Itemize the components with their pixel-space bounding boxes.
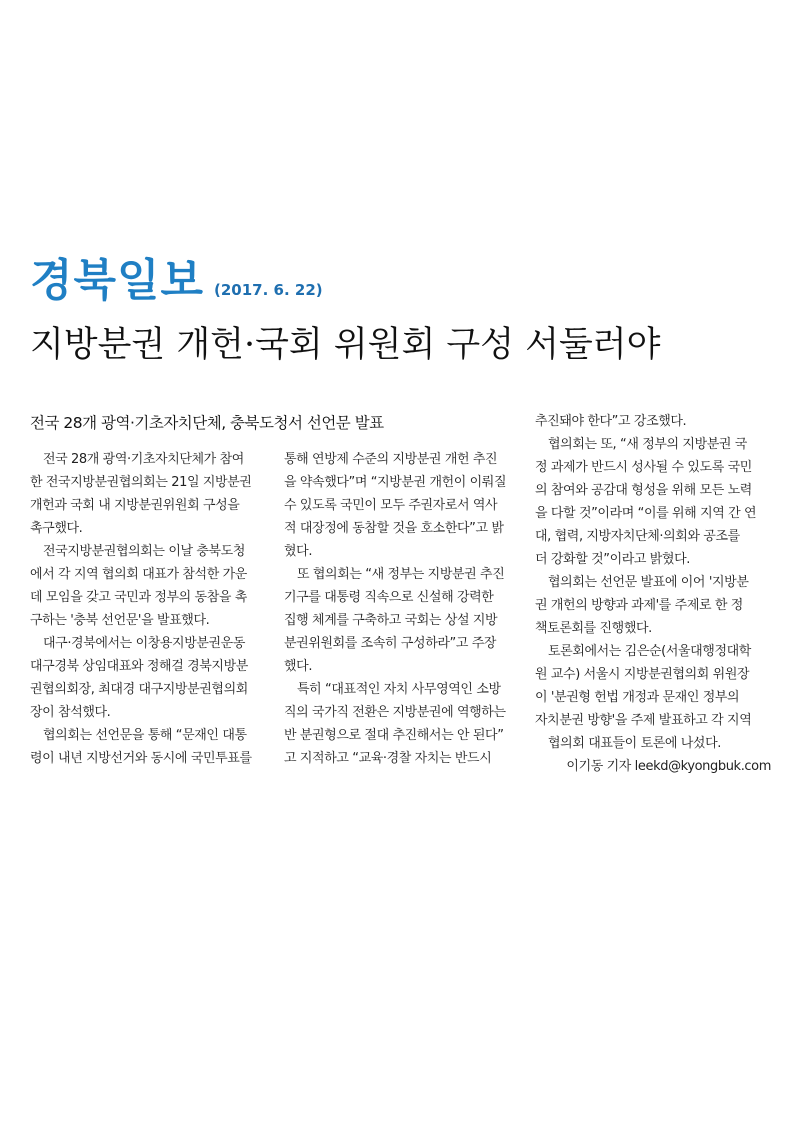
text-line: 특히 “대표적인 자치 사무영역인 소방 <box>297 682 501 697</box>
text-line: 대, 협력, 지방자치단체·의회와 공조를 <box>535 529 740 544</box>
text-line: 령이 내년 지방선거와 동시에 국민투표를 <box>30 751 252 766</box>
text-line: 데 모임을 갖고 국민과 정부의 동참을 촉 <box>30 590 247 605</box>
text-line: 협의회는 또, “새 정부의 지방분권 국 <box>548 437 747 452</box>
text-line: 기구를 대통령 직속으로 신설해 강력한 <box>284 590 494 605</box>
text-line: 통해 연방제 수준의 지방분권 개헌 추진 <box>284 452 498 467</box>
text-line: 의 참여와 공감대 형성을 위해 모든 노력 <box>535 483 752 498</box>
text-line: 권협의회장, 최대경 대구지방분권협의회 <box>30 682 248 697</box>
text-line: 권 개헌의 방향과 과제'를 주제로 한 정 <box>535 598 743 613</box>
column-2-body <box>284 448 517 770</box>
text-line: 책토론회를 진행했다. <box>535 621 652 636</box>
subheadline: 전국 28개 광역·기초자치단체, 충북도청서 선언문 발표 <box>30 414 384 432</box>
text-line: 직의 국가직 전환은 지방분권에 역행하는 <box>284 705 506 720</box>
column-3-body <box>535 410 771 755</box>
text-line: 적 대장정에 동참할 것을 호소한다”고 밝 <box>284 521 504 536</box>
text-line: 고 지적하고 “교육·경찰 자치는 반드시 <box>284 751 492 766</box>
text-line: 자치분권 방향'을 주제 발표하고 각 지역 <box>535 713 752 728</box>
column-1-body <box>30 448 265 770</box>
text-line: 전국 28개 광역·기초자치단체가 참여 <box>43 452 244 467</box>
text-line: 한 전국지방분권협의회는 21일 지방분권 <box>30 475 252 490</box>
text-line: 협의회는 선언문을 통해 “문재인 대통 <box>43 728 247 743</box>
headline: 지방분권 개헌·국회 위원회 구성 서둘러야 <box>30 325 661 365</box>
text-line: 을 약속했다”며 “지방분권 개헌이 이뤄질 <box>284 475 507 490</box>
text-line: 장이 참석했다. <box>30 705 111 720</box>
text-line: 분권위원회를 조속히 구성하라”고 주장 <box>284 636 497 651</box>
text-line: 협의회는 선언문 발표에 이어 '지방분 <box>548 575 749 590</box>
text-line: 정 과제가 반드시 성사될 수 있도록 국민 <box>535 460 752 475</box>
text-line: 더 강화할 것”이라고 밝혔다. <box>535 552 691 567</box>
byline: 이기동 기자 leekd@kyongbuk.com <box>566 759 771 774</box>
masthead <box>30 256 323 306</box>
text-line: 원 교수) 서울시 지방분권협의회 위원장 <box>535 667 750 682</box>
text-line: 에서 각 지역 협의회 대표가 참석한 가운 <box>30 567 247 582</box>
text-line: 대구경북 상임대표와 정해걸 경북지방분 <box>30 659 248 674</box>
text-line: 촉구했다. <box>30 521 83 536</box>
text-line: 수 있도록 국민이 모두 주권자로서 역사 <box>284 498 498 513</box>
article-column-2 <box>284 448 517 770</box>
text-line: 추진돼야 한다”고 강조했다. <box>535 414 687 429</box>
text-line: 반 분권형으로 절대 추진해서는 안 된다” <box>284 728 504 743</box>
newspaper-logo: 경북일보 <box>30 255 205 306</box>
text-line: 토론회에서는 김은순(서울대행정대학 <box>548 644 751 659</box>
text-line: 또 협의회는 “새 정부는 지방분권 추진 <box>297 567 505 582</box>
text-line: 을 다할 것”이라며 “이를 위해 지역 간 연 <box>535 506 757 521</box>
text-line: 했다. <box>284 659 313 674</box>
article-column-3 <box>535 410 771 778</box>
text-line: 개헌과 국회 내 지방분권위원회 구성을 <box>30 498 240 513</box>
text-line: 협의회 대표들이 토론에 나섰다. <box>548 736 721 751</box>
text-line: 이 '분권형 헌법 개정과 문재인 정부의 <box>535 690 740 705</box>
text-line: 대구·경북에서는 이창용지방분권운동 <box>43 636 245 651</box>
publication-date: (2017. 6. 22) <box>214 281 323 299</box>
text-line: 혔다. <box>284 544 313 559</box>
text-line: 집행 체계를 구축하고 국회는 상설 지방 <box>284 613 498 628</box>
text-line: 전국지방분권협의회는 이날 충북도청 <box>43 544 245 559</box>
text-line: 구하는 '충북 선언문'을 발표했다. <box>30 613 210 628</box>
